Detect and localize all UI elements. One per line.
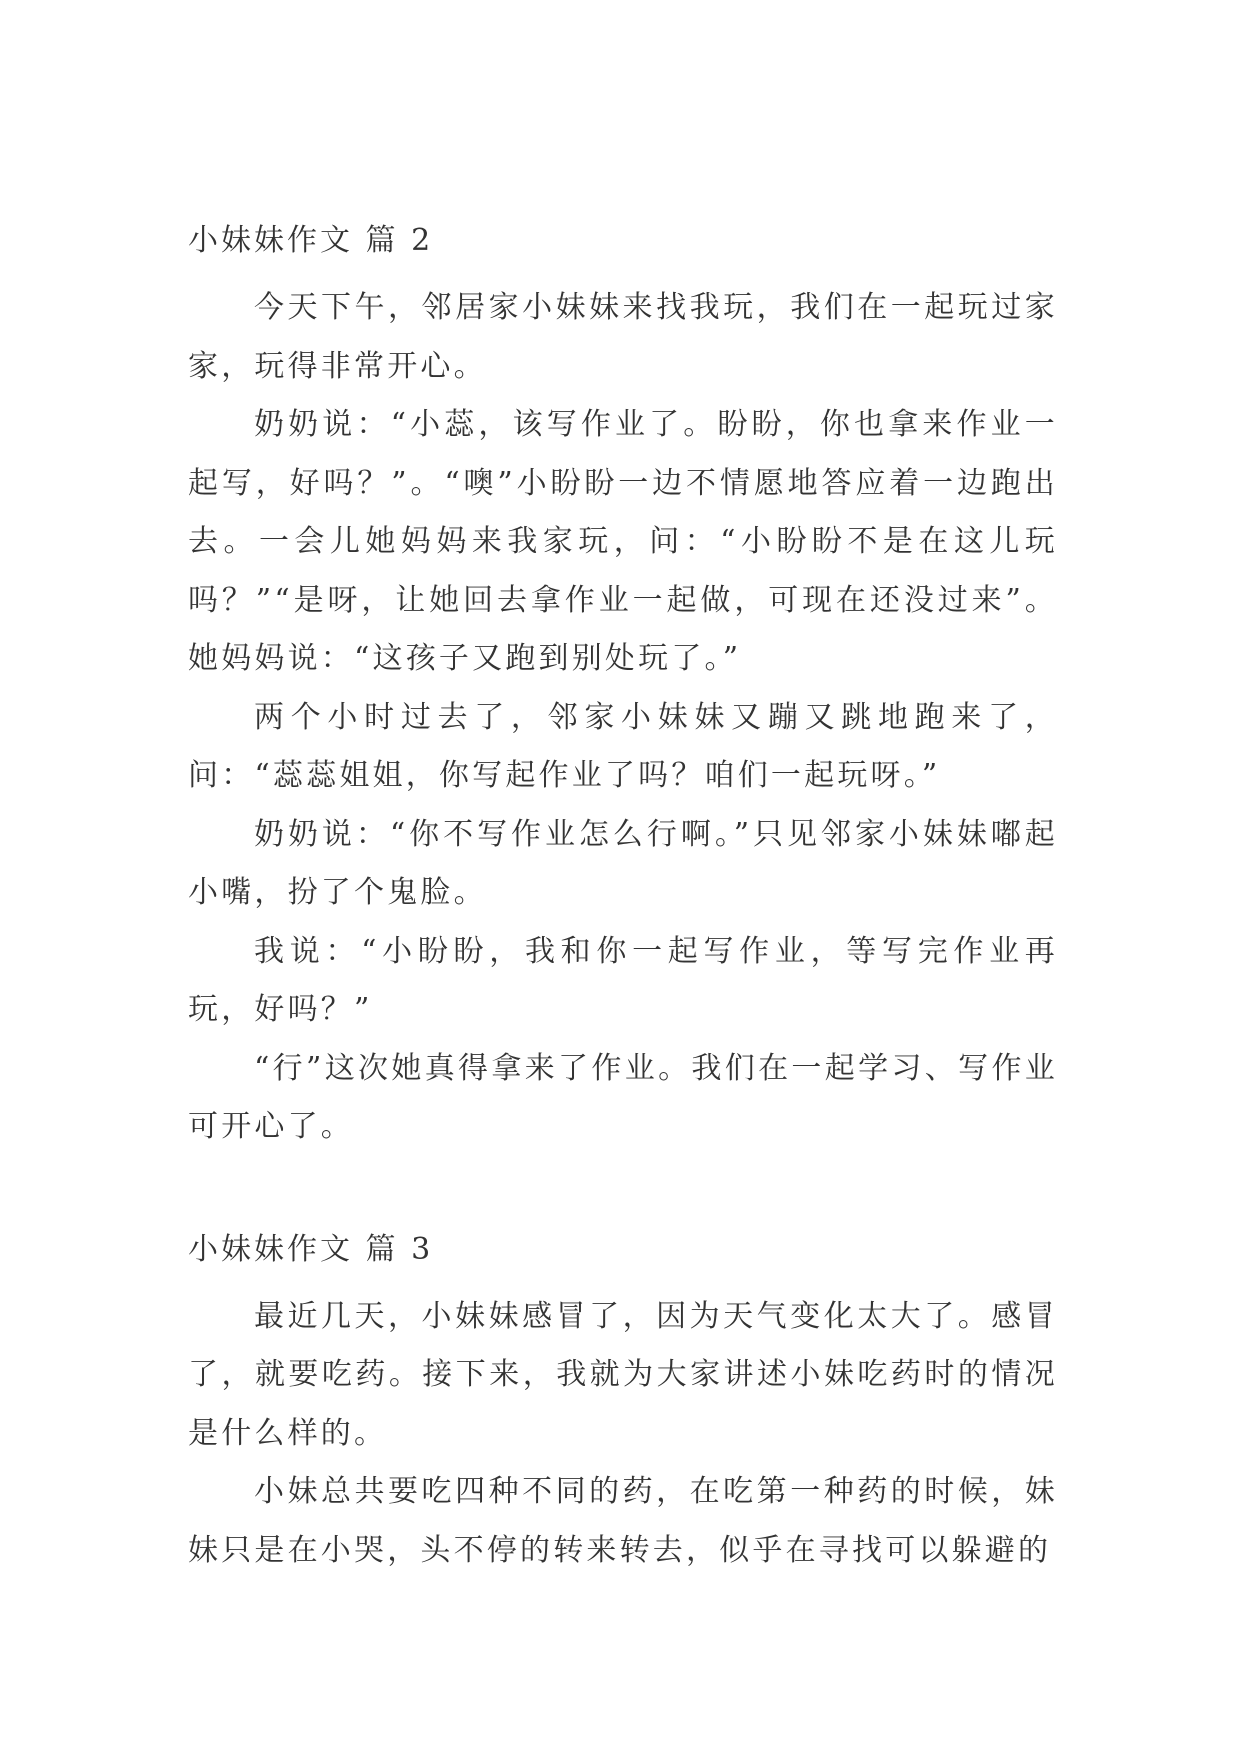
paragraph: 奶奶说：“小蕊，该写作业了。盼盼，你也拿来作业一起写，好吗？”。“噢”小盼盼一边不情愿地答应着一边跑出去。一会儿她妈妈来我家玩，问：“小盼盼不是在这儿玩吗？”“是呀，让她回去拿作业一起做，可现在还没过来”。她妈妈说：“这孩子又跑到别处玩了。” [188, 407, 1058, 676]
paragraph: 奶奶说：“你不写作业怎么行啊。”只见邻家小妹妹嘟起小嘴，扮了个鬼脸。 [188, 816, 1058, 910]
essay-section-2 [188, 221, 1058, 1157]
paragraph: 今天下午，邻居家小妹妹来找我玩，我们在一起玩过家家，玩得非常开心。 [188, 290, 1058, 384]
paragraph: 我说：“小盼盼，我和你一起写作业，等写完作业再玩，好吗？” [188, 933, 1058, 1027]
section-title: 小妹妹作文 篇 2 [188, 223, 434, 258]
section-title: 小妹妹作文 篇 3 [188, 1231, 434, 1267]
paragraph: 小妹总共要吃四种不同的药，在吃第一种药的时候，妹妹只是在小哭，头不停的转来转去，似乎在寻找可以躲避的 [188, 1474, 1058, 1568]
paragraph: 最近几天，小妹妹感冒了，因为天气变化太大了。感冒了，就要吃药。接下来，我就为大家讲述小妹吃药时的情况是什么样的。 [188, 1298, 1058, 1451]
essay-section-3 [188, 1230, 1058, 1581]
document-page [188, 221, 1058, 1580]
paragraph: “行”这次她真得拿来了作业。我们在一起学习、写作业可开心了。 [188, 1050, 1058, 1144]
paragraph: 两个小时过去了，邻家小妹妹又蹦又跳地跑来了，问：“蕊蕊姐姐，你写起作业了吗？咱们一起玩呀。” [188, 699, 1058, 793]
